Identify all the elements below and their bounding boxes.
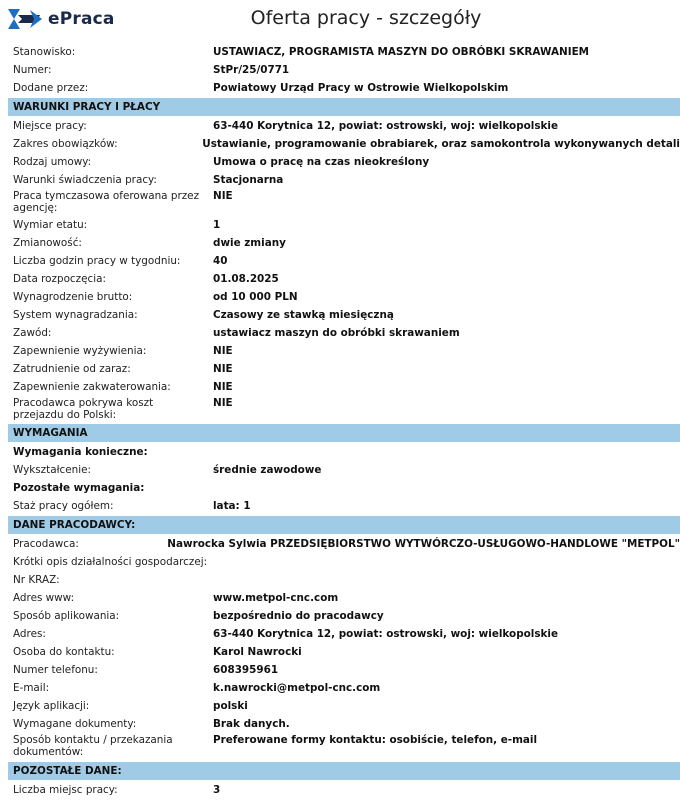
detail-row: [8, 117, 680, 135]
detail-row: [8, 234, 680, 252]
section-header-pozostale: POZOSTAŁE DANE:: [8, 762, 680, 780]
detail-row: [8, 360, 680, 378]
subheading-pozostale-wymagania: Pozostałe wymagania:: [13, 482, 145, 495]
detail-value: NIE: [213, 190, 233, 202]
detail-row: [8, 342, 680, 360]
detail-value: od 10 000 PLN: [213, 291, 298, 304]
detail-value: 3: [213, 783, 221, 796]
detail-label: Zapewnienie zakwaterowania:: [13, 381, 171, 394]
detail-row: [8, 697, 680, 715]
detail-value: NIE: [213, 363, 233, 376]
detail-label: Staż pracy ogółem:: [13, 500, 114, 513]
detail-label: Zawód:: [13, 327, 52, 340]
detail-label: Adres www:: [13, 592, 75, 605]
detail-label: Stanowisko:: [13, 46, 76, 58]
detail-row: [8, 288, 680, 306]
detail-row: [8, 153, 680, 171]
detail-row: [8, 679, 680, 697]
detail-row: [8, 625, 680, 643]
detail-row: [8, 461, 680, 479]
detail-value: [213, 556, 680, 568]
detail-label: Język aplikacji:: [13, 700, 90, 713]
detail-value: ustawiacz maszyn do obróbki skrawaniem: [213, 327, 460, 340]
detail-row: [8, 216, 680, 234]
detail-label: Pracodawca pokrywa koszt przejazdu do Polski:: [13, 397, 154, 421]
subheading-wymagania-konieczne: Wymagania konieczne:: [13, 446, 148, 459]
detail-label: Zatrudnienie od zaraz:: [13, 363, 131, 376]
detail-row: [8, 715, 680, 733]
detail-label: Wykształcenie:: [13, 464, 91, 477]
detail-label: Numer:: [13, 64, 52, 76]
page-title: Oferta pracy - szczegóły: [250, 7, 482, 29]
detail-row: [8, 589, 680, 607]
detail-value: Umowa o pracę na czas nieokreślony: [213, 156, 430, 168]
detail-value: NIE: [213, 397, 233, 410]
logo-text: ePraca: [48, 9, 115, 29]
detail-row: [8, 270, 680, 288]
detail-label: Sposób aplikowania:: [13, 610, 120, 623]
detail-value: 40: [213, 255, 228, 268]
detail-label: Wynagrodzenie brutto:: [13, 291, 133, 304]
detail-value: StPr/25/0771: [213, 64, 290, 76]
detail-label: Liczba godzin pracy w tygodniu:: [13, 255, 181, 268]
phone-value: 608395961: [213, 664, 279, 677]
detail-value: 1: [213, 219, 221, 232]
detail-row: [8, 189, 680, 216]
detail-label: Miejsce pracy:: [13, 120, 87, 132]
detail-label: Adres:: [13, 628, 46, 641]
detail-label: Zmianowość:: [13, 237, 82, 250]
detail-row: [8, 607, 680, 625]
detail-value: NIE: [213, 381, 233, 394]
detail-value: 63-440 Korytnica 12, powiat: ostrowski, woj: wielkopolskie: [213, 120, 559, 132]
offer-details: [8, 43, 680, 799]
detail-row-numer: [8, 61, 680, 79]
detail-value: Brak danych.: [213, 718, 290, 731]
detail-label: Data rozpoczęcia:: [13, 273, 106, 286]
detail-value: Ustawianie, programowanie obrabiarek, oraz samokontrola wykonywanych detali: [202, 138, 680, 150]
detail-value: dwie zmiany: [213, 237, 286, 250]
detail-row: [8, 535, 680, 553]
detail-row: [8, 553, 680, 571]
detail-label: Pracodawca:: [13, 538, 79, 551]
detail-row: [8, 396, 680, 423]
detail-row: [8, 306, 680, 324]
detail-value: Czasowy ze stawką miesięczną: [213, 309, 394, 322]
detail-label: Zakres obowiązków:: [13, 138, 118, 150]
detail-value: średnie zawodowe: [213, 464, 322, 477]
detail-label: Wymagane dokumenty:: [13, 718, 137, 731]
detail-row: [8, 661, 680, 679]
detail-label: Osoba do kontaktu:: [13, 646, 115, 659]
detail-value: polski: [213, 700, 248, 713]
detail-row: [8, 733, 680, 760]
detail-value: NIE: [213, 345, 233, 358]
detail-row: [8, 781, 680, 799]
detail-label: Zapewnienie wyżywienia:: [13, 345, 147, 358]
detail-value: Nawrocka Sylwia PRZEDSIĘBIORSTWO WYTWÓRCZO-USŁUGOWO-HANDLOWE "METPOL": [167, 538, 680, 551]
detail-label: Sposób kontaktu / przekazania dokumentów:: [13, 734, 173, 758]
detail-row: [8, 497, 680, 515]
detail-value: Karol Nawrocki: [213, 646, 302, 659]
detail-row-stanowisko: [8, 43, 680, 61]
detail-label: System wynagradzania:: [13, 309, 138, 322]
detail-value: Stacjonarna: [213, 174, 284, 186]
detail-value: Preferowane formy kontaktu: osobiście, telefon, e-mail: [213, 734, 538, 747]
section-header-wymagania: WYMAGANIA: [8, 424, 680, 442]
page-header: [0, 0, 680, 38]
detail-value: USTAWIACZ, PROGRAMISTA MASZYN DO OBRÓBKI SKRAWANIEM: [213, 46, 590, 58]
detail-row-dodane-przez: [8, 79, 680, 97]
detail-row: [8, 378, 680, 396]
detail-row: [8, 171, 680, 189]
detail-label: Nr KRAZ:: [13, 574, 60, 587]
detail-value: lata: 1: [213, 500, 251, 513]
detail-value: [213, 574, 680, 586]
detail-row: [8, 571, 680, 589]
detail-label: Warunki świadczenia pracy:: [13, 174, 157, 186]
detail-label: Numer telefonu:: [13, 664, 98, 677]
detail-row: [8, 135, 680, 153]
detail-value: bezpośrednio do pracodawcy: [213, 610, 384, 623]
detail-label: Praca tymczasowa oferowana przez agencję:: [13, 190, 200, 214]
detail-label: Liczba miejsc pracy:: [13, 783, 118, 796]
detail-label: Wymiar etatu:: [13, 219, 88, 232]
detail-value: Powiatowy Urząd Pracy w Ostrowie Wielkopolskim: [213, 82, 509, 94]
section-header-warunki: WARUNKI PRACY I PŁACY: [8, 98, 680, 116]
email-link[interactable]: k.nawrocki@metpol-cnc.com: [213, 682, 381, 695]
detail-label: E-mail:: [13, 682, 50, 695]
detail-label: Dodane przez:: [13, 82, 89, 94]
detail-value: 01.08.2025: [213, 273, 279, 286]
detail-value: 63-440 Korytnica 12, powiat: ostrowski, woj: wielkopolskie: [213, 628, 559, 641]
detail-label: Rodzaj umowy:: [13, 156, 92, 168]
website-link[interactable]: www.metpol-cnc.com: [213, 592, 339, 605]
detail-label: Krótki opis działalności gospodarczej:: [13, 556, 208, 569]
detail-row: [8, 252, 680, 270]
section-header-pracodawca: DANE PRACODAWCY:: [8, 516, 680, 534]
detail-row: [8, 324, 680, 342]
detail-row: [8, 643, 680, 661]
